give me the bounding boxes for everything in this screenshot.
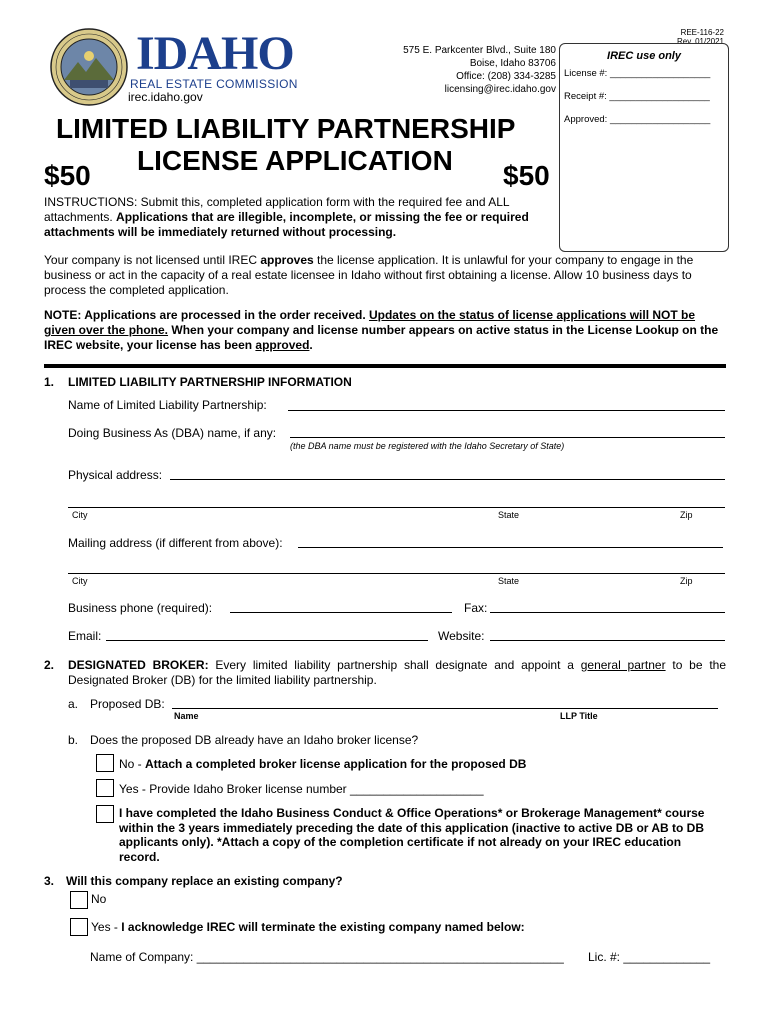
no-broker-prefix: No - bbox=[119, 757, 146, 771]
section2-text bbox=[68, 658, 726, 688]
section3-number: 3. bbox=[44, 874, 55, 888]
dba-label: Doing Business As (DBA) name, if any: bbox=[68, 426, 277, 440]
address-line-1: 575 E. Parkcenter Blvd., Suite 180 bbox=[403, 45, 556, 56]
llp-title-caption: LLP Title bbox=[560, 711, 598, 721]
mailing-address-label: Mailing address (if different from above): bbox=[68, 536, 283, 550]
fax-label: Fax: bbox=[464, 601, 488, 615]
email-input[interactable] bbox=[106, 640, 428, 641]
business-phone-label: Business phone (required): bbox=[68, 601, 213, 615]
receipt-number-field[interactable]: Receipt #: ___________________ bbox=[564, 91, 710, 102]
mailing-address-city-line[interactable] bbox=[68, 573, 725, 574]
intro-paragraph bbox=[44, 253, 728, 298]
fee-left: $50 bbox=[44, 160, 91, 191]
intro-c: the license application. It is unlawful for your company to engage in the business or act in the capacity of a real estate licensee in Idaho without first obtaining a license. Allow 10 business days to process the completed application. bbox=[44, 253, 694, 297]
website-text: irec.idaho.gov bbox=[128, 90, 203, 104]
note-paragraph bbox=[44, 308, 728, 353]
no-broker-checkbox[interactable] bbox=[96, 754, 114, 772]
address-line-3: Office: (208) 334-3285 bbox=[456, 71, 556, 82]
llp-name-input[interactable] bbox=[288, 410, 725, 411]
broker-license-question: Does the proposed DB already have an Idaho broker license? bbox=[90, 733, 419, 747]
physical-address-label: Physical address: bbox=[68, 468, 163, 482]
section3-question: Will this company replace an existing company? bbox=[66, 874, 343, 888]
dba-note: (the DBA name must be registered with the Idaho Secretary of State) bbox=[290, 441, 565, 451]
item-a-label: a. bbox=[68, 697, 79, 711]
city-caption: City bbox=[72, 510, 88, 520]
email-label: Email: bbox=[68, 629, 102, 643]
note-d: approved bbox=[255, 338, 310, 352]
course-completed-checkbox[interactable] bbox=[96, 805, 114, 823]
section2-text-a: Every limited liability partnership shall designate and appoint a bbox=[208, 658, 581, 672]
instructions-text bbox=[44, 195, 556, 240]
fee-right: $50 bbox=[503, 160, 550, 191]
intro-approves: approves bbox=[260, 253, 314, 267]
city-caption-2: City bbox=[72, 576, 88, 586]
company-name-field[interactable]: Name of Company: _______________________________________________________ bbox=[90, 950, 564, 964]
website-input[interactable] bbox=[490, 640, 725, 641]
section2-text-c: to be the Designated Broker (DB) for the limited liability partnership. bbox=[68, 658, 726, 687]
approved-field[interactable]: Approved: ___________________ bbox=[564, 114, 711, 125]
note-a: NOTE: Applications are processed in the order received. bbox=[44, 308, 369, 322]
office-use-title: IREC use only bbox=[607, 50, 681, 62]
note-e: . bbox=[309, 338, 313, 352]
address-block bbox=[403, 44, 556, 96]
instructions-warning: Applications that are illegible, incomplete, or missing the fee or required attachments will be immediately returned without processing. bbox=[44, 210, 529, 239]
idaho-logo-text: IDAHO bbox=[136, 27, 294, 80]
license-number-field[interactable]: License #: ___________________ bbox=[564, 68, 711, 79]
proposed-db-label: Proposed DB: bbox=[90, 697, 165, 711]
fax-input[interactable] bbox=[490, 612, 725, 613]
section2-heading: DESIGNATED BROKER: bbox=[68, 658, 209, 672]
proposed-db-input[interactable] bbox=[172, 708, 718, 709]
llp-name-label: Name of Limited Liability Partnership: bbox=[68, 398, 267, 412]
note-b: Updates on the status of license applications will NOT be given over the phone. bbox=[44, 308, 696, 337]
section1-heading: LIMITED LIABILITY PARTNERSHIP INFORMATION bbox=[68, 375, 352, 389]
state-seal-logo bbox=[50, 28, 128, 106]
course-completed-text: I have completed the Idaho Business Conduct & Office Operations* or Brokerage Management* course within the 3 years immediately preceding the date of this application (inactive to active DB or AB to DB applicants only). *Attach a copy of the completion certificate if not already on your IREC education record. bbox=[119, 806, 705, 864]
commission-logo-text: REAL ESTATE COMMISSION bbox=[130, 77, 298, 91]
replace-no-checkbox[interactable] bbox=[70, 891, 88, 909]
form-number: REE-116-22 bbox=[680, 28, 724, 37]
item-b-label: b. bbox=[68, 733, 79, 747]
instructions-prefix: INSTRUCTIONS: Submit this, completed application form with the required fee and ALL attachments. bbox=[44, 195, 510, 224]
website-label: Website: bbox=[438, 629, 485, 643]
business-phone-input[interactable] bbox=[230, 612, 452, 613]
replace-no-label: No bbox=[91, 892, 107, 906]
revision-date: Rev. 01/2021 bbox=[677, 37, 724, 46]
physical-address-input[interactable] bbox=[170, 479, 725, 480]
office-use-box bbox=[559, 43, 729, 252]
address-line-2: Boise, Idaho 83706 bbox=[469, 58, 556, 69]
address-line-4: licensing@irec.idaho.gov bbox=[444, 84, 556, 95]
section2-general-partner: general partner bbox=[580, 658, 666, 672]
intro-a: Your company is not licensed until IREC bbox=[44, 253, 261, 267]
dba-input[interactable] bbox=[290, 437, 725, 438]
yes-broker-checkbox[interactable] bbox=[96, 779, 114, 797]
replace-yes-checkbox[interactable] bbox=[70, 918, 88, 936]
page-title-line-2: LICENSE APPLICATION bbox=[137, 145, 453, 176]
no-broker-text: Attach a completed broker license application for the proposed DB bbox=[145, 757, 527, 771]
zip-caption: Zip bbox=[680, 510, 693, 520]
replace-yes-option bbox=[91, 920, 525, 935]
section1-number: 1. bbox=[44, 375, 55, 389]
state-caption: State bbox=[498, 510, 520, 520]
zip-caption-2: Zip bbox=[680, 576, 693, 586]
physical-address-city-line[interactable] bbox=[68, 507, 725, 508]
no-broker-option bbox=[119, 757, 526, 772]
name-caption: Name bbox=[174, 711, 199, 721]
page-title-line-1: LIMITED LIABILITY PARTNERSHIP bbox=[56, 113, 516, 144]
state-caption-2: State bbox=[498, 576, 520, 586]
replace-yes-prefix: Yes - bbox=[91, 920, 122, 934]
section2-number: 2. bbox=[44, 658, 55, 672]
section-divider bbox=[44, 364, 726, 368]
note-c: When your company and license number appears on active status in the License Lookup on the IREC website, your license has been bbox=[44, 323, 719, 352]
company-lic-field[interactable]: Lic. #: _____________ bbox=[588, 950, 711, 964]
replace-yes-text: I acknowledge IREC will terminate the existing company named below: bbox=[121, 920, 525, 934]
yes-broker-option: Yes - Provide Idaho Broker license number ____________________ bbox=[119, 782, 484, 796]
mailing-address-input[interactable] bbox=[298, 547, 723, 548]
